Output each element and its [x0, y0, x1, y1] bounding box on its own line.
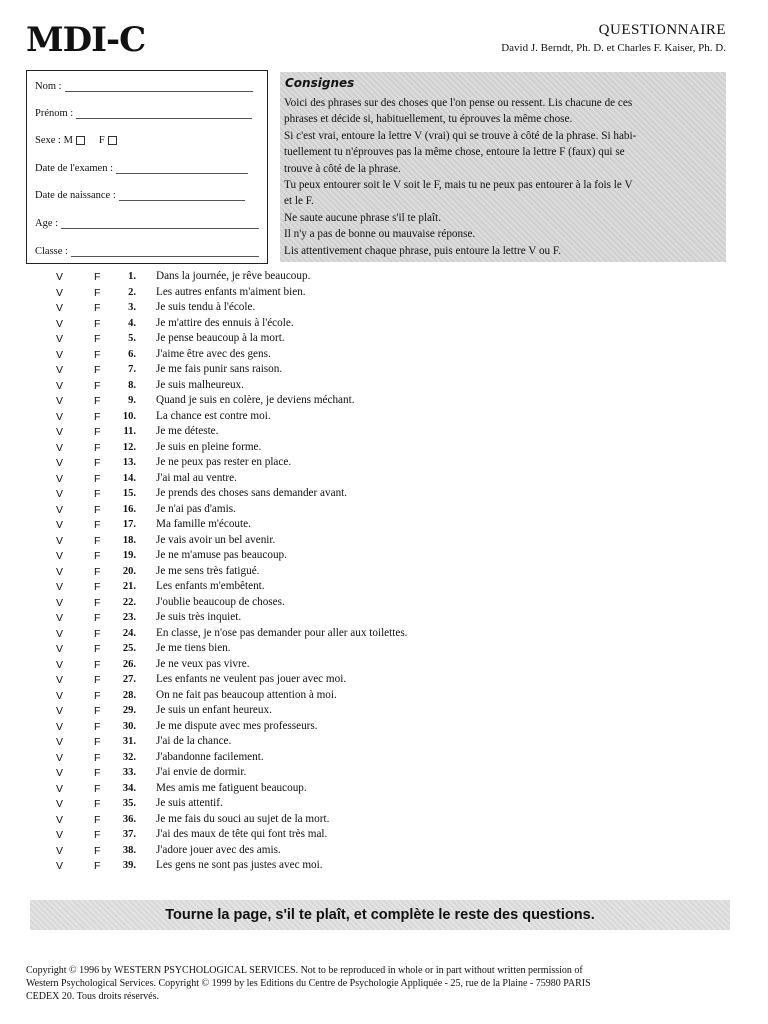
- question-text: Je me fais punir sans raison.: [156, 363, 283, 375]
- question-text: Je pense beaucoup à la mort.: [156, 332, 285, 344]
- question-text: Je vais avoir un bel avenir.: [156, 533, 276, 546]
- field-date-examen-label: Date de l'examen :: [35, 163, 113, 174]
- question-text: Les enfants m'embêtent.: [156, 580, 265, 592]
- logo: MDI-C: [26, 20, 146, 60]
- consignes-line: phrases et décide si, habituellement, tu éprouves la même chose.: [284, 113, 573, 126]
- question-text: Je suis en pleine forme.: [156, 440, 262, 453]
- question-number: 11.: [123, 426, 136, 437]
- question-number: 12.: [122, 441, 136, 453]
- answer-false-option[interactable]: F: [94, 302, 101, 314]
- field-age-label: Age :: [35, 218, 59, 229]
- answer-true-option[interactable]: V: [56, 612, 64, 624]
- copyright-line: Copyright © 1996 by WESTERN PSYCHOLOGICAL SERVICES. Not to be reproduced in whole or in part without written permission of: [26, 965, 583, 976]
- question-number: 34.: [122, 782, 136, 794]
- consignes-line: Tu peux entourer soit le V soit le F, mais tu ne peux pas entourer à la fois le V: [284, 179, 633, 192]
- field-prenom-line[interactable]: [76, 118, 252, 119]
- answer-true-option[interactable]: V: [56, 689, 64, 702]
- answer-true-option[interactable]: V: [56, 736, 64, 748]
- question-number: 30.: [122, 720, 136, 732]
- answer-true-option[interactable]: V: [56, 333, 64, 345]
- question-text: Les autres enfants m'aiment bien.: [156, 285, 306, 298]
- answer-true-option[interactable]: V: [56, 720, 64, 733]
- answer-true-option[interactable]: V: [56, 674, 64, 686]
- question-text: Je ne m'amuse pas beaucoup.: [156, 549, 287, 561]
- answer-false-option[interactable]: F: [94, 550, 101, 562]
- question-number: 33.: [122, 767, 136, 778]
- answer-false-option[interactable]: F: [94, 720, 101, 733]
- answer-false-option[interactable]: F: [94, 596, 101, 609]
- answer-false-option[interactable]: F: [94, 844, 101, 857]
- answer-false-option[interactable]: F: [94, 395, 101, 407]
- consignes-line: Ne saute aucune phrase s'il te plaît.: [284, 211, 442, 224]
- question-text: Ma famille m'écoute.: [156, 518, 251, 530]
- question-number: 14.: [122, 472, 136, 484]
- answer-false-option[interactable]: F: [94, 534, 101, 547]
- question-number: 6.: [128, 348, 136, 360]
- question-number: 29.: [122, 705, 136, 716]
- answer-true-option[interactable]: V: [56, 565, 64, 578]
- field-sexe: [35, 135, 131, 146]
- question-text: Je suis tendu à l'école.: [156, 301, 256, 313]
- answer-true-option[interactable]: V: [56, 596, 64, 609]
- field-prenom[interactable]: [35, 108, 252, 119]
- question-number: 32.: [122, 751, 136, 763]
- answer-true-option[interactable]: V: [56, 534, 64, 547]
- answer-false-option[interactable]: F: [94, 705, 101, 717]
- question-number: 2.: [128, 286, 136, 298]
- consignes-line: Lis attentivement chaque phrase, puis entoure la lettre V ou F.: [284, 244, 562, 257]
- question-number: 13.: [122, 457, 136, 468]
- question-number: 39.: [122, 860, 136, 871]
- question-text: J'adore jouer avec des amis.: [156, 843, 281, 856]
- answer-false-option[interactable]: F: [94, 488, 101, 500]
- answer-true-option[interactable]: V: [56, 844, 64, 857]
- field-date-naissance-line[interactable]: [119, 200, 245, 201]
- question-number: 7.: [128, 364, 136, 375]
- consignes-line: Si c'est vrai, entoure la lettre V (vrai) qui se trouve à côté de la phrase. Si habi-: [284, 129, 637, 142]
- answer-true-option[interactable]: V: [56, 550, 64, 562]
- consignes-panel: [280, 72, 726, 262]
- answer-false-option[interactable]: F: [94, 286, 101, 299]
- question-number: 26.: [122, 658, 136, 670]
- turn-page-banner: Tourne la page, s'il te plaît, et complète le reste des questions.: [30, 900, 730, 930]
- sexe-f-checkbox[interactable]: [108, 136, 117, 145]
- answer-false-option[interactable]: F: [94, 348, 101, 361]
- field-nom-label: Nom :: [35, 81, 62, 92]
- answer-true-option[interactable]: V: [56, 395, 64, 407]
- question-number: 4.: [128, 317, 136, 329]
- question-number: 35.: [122, 798, 136, 809]
- answer-false-option[interactable]: F: [94, 333, 101, 345]
- answer-false-option[interactable]: F: [94, 472, 101, 485]
- answer-false-option[interactable]: F: [94, 674, 101, 686]
- answer-false-option[interactable]: F: [94, 798, 101, 810]
- question-text: J'ai mal au ventre.: [156, 471, 237, 484]
- question-text: Je m'attire des ennuis à l'école.: [156, 316, 294, 329]
- question-number: 27.: [122, 674, 136, 685]
- consignes-line: Voici des phrases sur des choses que l'on pense ou ressent. Lis chacune de ces: [284, 97, 633, 109]
- question-text: J'ai des maux de tête qui font très mal.: [156, 828, 328, 840]
- question-text: J'ai envie de dormir.: [156, 766, 247, 778]
- field-age-line[interactable]: [61, 228, 259, 229]
- question-number: 10.: [122, 410, 136, 422]
- answer-false-option[interactable]: F: [94, 829, 101, 841]
- question-text: Je suis très inquiet.: [156, 611, 242, 623]
- answer-false-option[interactable]: F: [94, 751, 101, 764]
- question-number: 16.: [122, 503, 136, 515]
- question-number: 20.: [122, 565, 136, 577]
- field-nom-line[interactable]: [65, 91, 253, 92]
- answer-true-option[interactable]: V: [56, 813, 64, 826]
- sexe-m-checkbox[interactable]: [76, 136, 85, 145]
- answer-false-option[interactable]: F: [94, 782, 101, 795]
- question-text: Je ne peux pas rester en place.: [156, 456, 292, 468]
- question-number: 28.: [122, 689, 136, 701]
- question-number: 31.: [122, 736, 136, 747]
- answer-false-option[interactable]: F: [94, 271, 101, 283]
- question-text: Je suis un enfant heureux.: [156, 704, 272, 716]
- answer-true-option[interactable]: V: [56, 782, 64, 795]
- question-text: La chance est contre moi.: [156, 409, 271, 422]
- question-text: Je me dispute avec mes professeurs.: [156, 719, 318, 732]
- answer-true-option[interactable]: V: [56, 860, 64, 872]
- question-number: 23.: [122, 612, 136, 623]
- question-text: Je ne veux pas vivre.: [156, 657, 250, 670]
- answer-true-option[interactable]: V: [56, 627, 64, 640]
- consignes-line: tuellement tu n'éprouves pas la même chose, entoure la lettre F (faux) qui se: [284, 146, 625, 159]
- authors: David J. Berndt, Ph. D. et Charles F. Kaiser, Ph. D.: [501, 42, 726, 54]
- field-nom[interactable]: [35, 81, 253, 92]
- answer-true-option[interactable]: V: [56, 302, 64, 314]
- field-classe-label: Classe :: [35, 246, 68, 257]
- question-number: 37.: [122, 829, 136, 840]
- question-number: 22.: [122, 596, 136, 608]
- answer-false-option[interactable]: F: [94, 379, 101, 392]
- answer-true-option[interactable]: V: [56, 410, 64, 423]
- question-number: 36.: [122, 813, 136, 825]
- answer-false-option[interactable]: F: [94, 519, 101, 531]
- question-text: Quand je suis en colère, je deviens méchant.: [156, 394, 355, 406]
- field-date-naissance-label: Date de naissance :: [35, 190, 116, 201]
- consignes-line: et le F.: [284, 195, 314, 208]
- consignes-title: Consignes: [285, 76, 355, 90]
- question-text: Mes amis me fatiguent beaucoup.: [156, 781, 307, 794]
- question-text: Dans la journée, je rêve beaucoup.: [156, 270, 311, 282]
- answer-false-option[interactable]: F: [94, 441, 101, 454]
- answer-false-option[interactable]: F: [94, 565, 101, 578]
- info-box: [26, 70, 268, 264]
- answer-false-option[interactable]: F: [94, 612, 101, 624]
- answer-true-option[interactable]: V: [56, 317, 64, 330]
- answer-true-option[interactable]: V: [56, 519, 64, 531]
- copyright-line: CEDEX 20. Tous droits réservés.: [26, 991, 159, 1002]
- answer-true-option[interactable]: V: [56, 441, 64, 454]
- answer-true-option[interactable]: V: [56, 426, 64, 438]
- question-text: J'abandonne facilement.: [156, 750, 264, 763]
- question-number: 8.: [128, 379, 136, 391]
- answer-false-option[interactable]: F: [94, 643, 101, 655]
- answer-false-option[interactable]: F: [94, 503, 101, 516]
- answer-true-option[interactable]: V: [56, 472, 64, 485]
- consignes-text: [284, 95, 724, 259]
- answer-true-option[interactable]: V: [56, 348, 64, 361]
- question-text: Les enfants ne veulent pas jouer avec moi.: [156, 673, 347, 685]
- answer-true-option[interactable]: V: [56, 488, 64, 500]
- answer-false-option[interactable]: F: [94, 767, 101, 779]
- question-text: Je prends des choses sans demander avant.: [156, 487, 348, 499]
- answer-true-option[interactable]: V: [56, 286, 64, 299]
- answer-true-option[interactable]: V: [56, 457, 64, 469]
- copyright-line: Western Psychological Services. Copyright © 1999 by les Editions du Centre de Psychologie Appliquée - 25, rue de la Plaine - 75980 PARIS: [26, 978, 591, 989]
- answer-true-option[interactable]: V: [56, 658, 64, 671]
- answer-true-option[interactable]: V: [56, 705, 64, 717]
- answer-false-option[interactable]: F: [94, 689, 101, 702]
- field-classe-line[interactable]: [71, 256, 259, 257]
- field-classe[interactable]: [35, 246, 259, 257]
- answer-true-option[interactable]: V: [56, 751, 64, 764]
- question-number: 15.: [122, 488, 136, 499]
- consignes-line: Il n'y a pas de bonne ou mauvaise réponse.: [284, 228, 476, 241]
- question-number: 9.: [128, 395, 136, 406]
- question-text: Je me fais du souci au sujet de la mort.: [156, 812, 330, 825]
- question-number: 1.: [128, 271, 136, 282]
- question-number: 25.: [122, 643, 136, 654]
- answer-false-option[interactable]: F: [94, 860, 101, 872]
- answer-false-option[interactable]: F: [94, 658, 101, 671]
- answer-false-option[interactable]: F: [94, 410, 101, 423]
- answer-true-option[interactable]: V: [56, 503, 64, 516]
- question-text: Je suis attentif.: [156, 797, 223, 809]
- questionnaire-title: QUESTIONNAIRE: [598, 22, 726, 38]
- answer-true-option[interactable]: V: [56, 364, 64, 376]
- question-text: Je n'ai pas d'amis.: [156, 502, 236, 515]
- question-text: J'oublie beaucoup de choses.: [156, 595, 285, 608]
- question-number: 5.: [128, 333, 136, 344]
- question-number: 18.: [122, 534, 136, 546]
- field-prenom-label: Prénom :: [35, 108, 74, 119]
- question-number: 3.: [128, 302, 136, 313]
- field-sexe-label: Sexe : M: [35, 135, 73, 146]
- answer-false-option[interactable]: F: [94, 426, 101, 438]
- answer-false-option[interactable]: F: [94, 317, 101, 330]
- question-number: 17.: [122, 519, 136, 530]
- field-date-examen-line[interactable]: [116, 173, 248, 174]
- question-number: 24.: [122, 627, 136, 639]
- consignes-line: trouve à côté de la phrase.: [284, 162, 401, 175]
- answer-true-option[interactable]: V: [56, 581, 64, 593]
- answer-false-option[interactable]: F: [94, 813, 101, 826]
- answer-true-option[interactable]: V: [56, 798, 64, 810]
- answer-false-option[interactable]: F: [94, 736, 101, 748]
- answer-true-option[interactable]: V: [56, 379, 64, 392]
- field-date-naissance[interactable]: [35, 190, 245, 201]
- question-text: On ne fait pas beaucoup attention à moi.: [156, 688, 337, 701]
- answer-false-option[interactable]: F: [94, 581, 101, 593]
- copyright: [26, 964, 732, 1003]
- question-text: Je me tiens bien.: [156, 642, 231, 654]
- field-age[interactable]: [35, 218, 259, 229]
- answer-true-option[interactable]: V: [56, 767, 64, 779]
- field-date-examen[interactable]: [35, 163, 248, 174]
- question-text: Je suis malheureux.: [156, 378, 244, 391]
- question-text: J'ai de la chance.: [156, 735, 232, 747]
- question-number: 19.: [122, 550, 136, 561]
- answer-true-option[interactable]: V: [56, 271, 64, 283]
- sexe-f-label: F: [98, 135, 105, 146]
- answer-false-option[interactable]: F: [94, 457, 101, 469]
- question-number: 38.: [122, 844, 136, 856]
- answer-false-option[interactable]: F: [94, 627, 101, 640]
- question-text: Je me sens très fatigué.: [156, 564, 260, 577]
- answer-false-option[interactable]: F: [94, 364, 101, 376]
- question-text: Les gens ne sont pas justes avec moi.: [156, 859, 323, 871]
- question-text: J'aime être avec des gens.: [156, 347, 271, 360]
- question-text: Je me déteste.: [156, 425, 219, 437]
- answer-true-option[interactable]: V: [56, 643, 64, 655]
- question-number: 21.: [122, 581, 136, 592]
- answer-true-option[interactable]: V: [56, 829, 64, 841]
- question-text: En classe, je n'ose pas demander pour aller aux toilettes.: [156, 626, 408, 639]
